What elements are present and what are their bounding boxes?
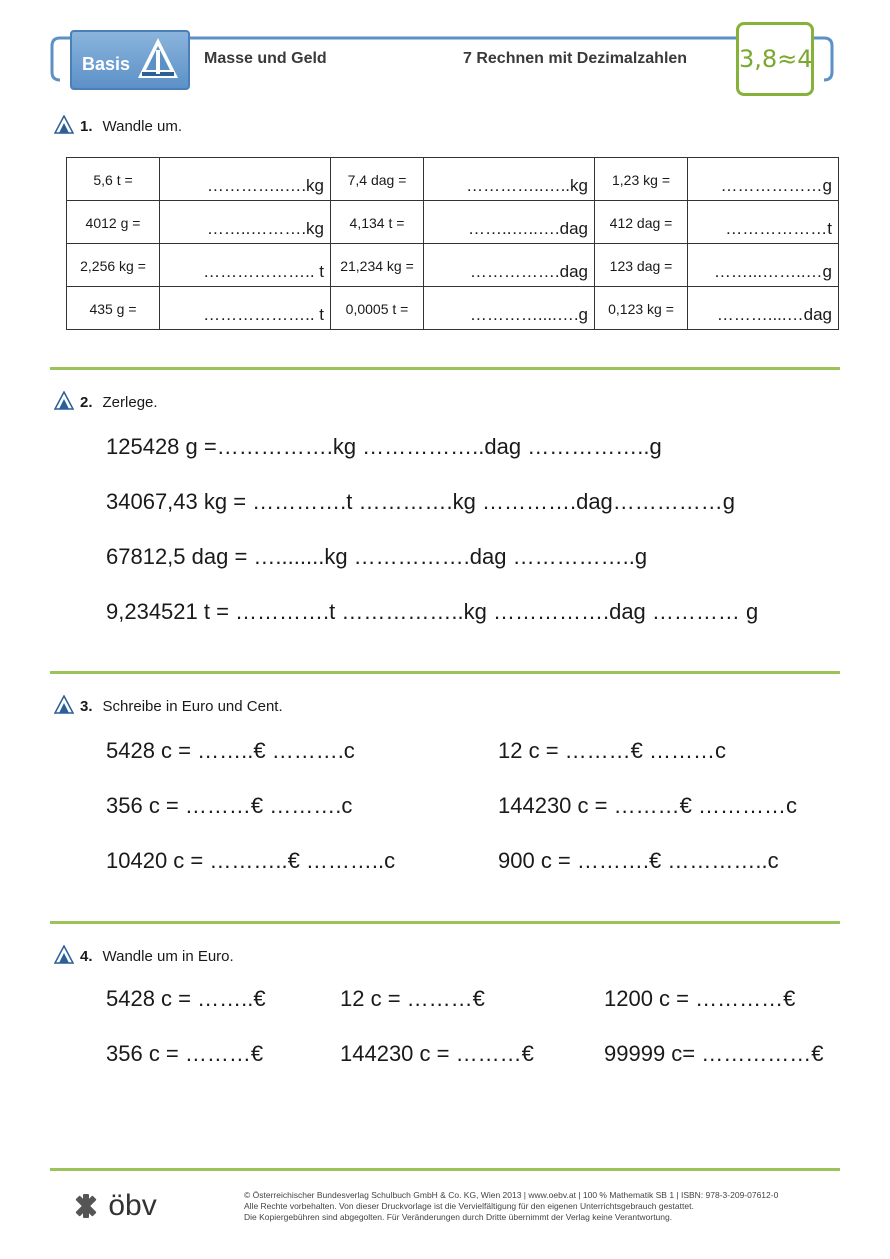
task-level-icon [54, 945, 74, 965]
question-cell: 435 g = [67, 287, 160, 330]
task-number: 3. [80, 698, 93, 715]
table-row [67, 287, 839, 330]
answer-cell[interactable]: …………..…..kg [424, 158, 595, 201]
copyright-notice [244, 1190, 834, 1223]
task-instruction: Zerlege. [102, 394, 158, 411]
exercise-line[interactable]: 356 c = ………€ [106, 1041, 264, 1066]
exercise-line[interactable]: 12 c = ………€ [340, 986, 485, 1011]
answer-cell[interactable]: ………....…dag [688, 287, 839, 330]
answer-cell[interactable]: ………………g [688, 158, 839, 201]
task-1-heading [80, 118, 182, 135]
task-3-heading [80, 698, 283, 715]
page-topic: Masse und Geld [204, 50, 327, 67]
exercise-line[interactable]: 144230 c = ………€ …………c [498, 793, 797, 818]
chapter-badge: 3,8≈4 [736, 22, 814, 96]
question-cell: 21,234 kg = [331, 244, 424, 287]
question-cell: 123 dag = [595, 244, 688, 287]
question-cell: 4,134 t = [331, 201, 424, 244]
exercise-line[interactable]: 99999 c= ……………€ [604, 1041, 824, 1066]
section-divider [50, 367, 840, 370]
question-cell: 5,6 t = [67, 158, 160, 201]
task-2-heading [80, 394, 158, 411]
exercise-line[interactable]: 144230 c = ………€ [340, 1041, 534, 1066]
exercise-line[interactable]: 12 c = ………€ ………c [498, 738, 727, 763]
task-instruction: Wandle um. [102, 118, 182, 135]
task-instruction: Wandle um in Euro. [102, 948, 234, 965]
task-number: 4. [80, 948, 93, 965]
table-row [67, 244, 839, 287]
question-cell: 4012 g = [67, 201, 160, 244]
question-cell: 7,4 dag = [331, 158, 424, 201]
liability-line: Die Kopiergebühren sind abgegolten. Für Veränderungen durch Dritte übernimmt der Verlag keine Verantwortung. [244, 1212, 673, 1222]
question-cell: 1,23 kg = [595, 158, 688, 201]
chapter-title: 7 Rechnen mit Dezimalzahlen [463, 50, 688, 67]
exercise-line[interactable]: 125428 g =…………….kg ……………..dag ……………..g [106, 434, 662, 459]
answer-cell[interactable]: ……...……..…g [688, 244, 839, 287]
task-number: 1. [80, 118, 93, 135]
exercise-line[interactable]: 5428 c = ……..€ ……….c [106, 738, 355, 763]
table-row [67, 201, 839, 244]
publisher-name: öbv [108, 1189, 157, 1223]
exercise-line[interactable]: 9,234521 t = ………….t ……………..kg …………….dag ………… g [106, 599, 759, 624]
asterisk-logo-icon [72, 1192, 100, 1220]
exercise-line[interactable]: 5428 c = ……..€ [106, 986, 266, 1011]
task-level-icon [54, 391, 74, 411]
section-divider [50, 671, 840, 674]
exercise-line[interactable]: 67812,5 dag = …........kg …………….dag ……………..g [106, 544, 648, 569]
question-cell: 0,123 kg = [595, 287, 688, 330]
answer-cell[interactable]: …………..….kg [160, 158, 331, 201]
copyright-line: © Österreichischer Bundesverlag Schulbuch GmbH & Co. KG, Wien 2013 | www.oebv.at | 100 % Mathematik SB 1 | ISBN: 978-3-209-07612-0 [244, 1190, 779, 1200]
answer-cell[interactable]: ………………t [688, 201, 839, 244]
answer-cell[interactable]: …………....….g [424, 287, 595, 330]
task-4-heading [80, 948, 234, 965]
exercise-line[interactable]: 34067,43 kg = ………….t ………….kg ………….dag……………g [106, 489, 736, 514]
answer-cell[interactable]: ……………….. t [160, 244, 331, 287]
exercise-line[interactable]: 900 c = ……….€ …………..c [498, 848, 779, 873]
exercise-line[interactable]: 10420 c = ………..€ ………..c [106, 848, 396, 873]
table-row [67, 158, 839, 201]
task-level-icon [54, 695, 74, 715]
task-level-icon [54, 115, 74, 135]
answer-cell[interactable]: ……..…..….dag [424, 201, 595, 244]
task-instruction: Schreibe in Euro und Cent. [102, 698, 283, 715]
answer-cell[interactable]: ……..……….kg [160, 201, 331, 244]
exercise-line[interactable]: 356 c = ………€ ……….c [106, 793, 353, 818]
publisher-logo [72, 1188, 157, 1223]
question-cell: 2,256 kg = [67, 244, 160, 287]
task-number: 2. [80, 394, 93, 411]
exercise-line[interactable]: 1200 c = …………€ [604, 986, 796, 1011]
section-divider [50, 921, 840, 924]
question-cell: 0,0005 t = [331, 287, 424, 330]
footer-divider [50, 1168, 840, 1171]
basis-label: Basis [82, 54, 131, 74]
pyramid-logo-icon [136, 36, 180, 82]
conversion-table [66, 157, 839, 330]
rights-line: Alle Rechte vorbehalten. Von dieser Druckvorlage ist die Vervielfältigung für den eigenen Unterrichtsgebrauch gestattet. [244, 1201, 694, 1211]
basis-badge [70, 30, 190, 90]
answer-cell[interactable]: …………….dag [424, 244, 595, 287]
answer-cell[interactable]: ……………….. t [160, 287, 331, 330]
question-cell: 412 dag = [595, 201, 688, 244]
